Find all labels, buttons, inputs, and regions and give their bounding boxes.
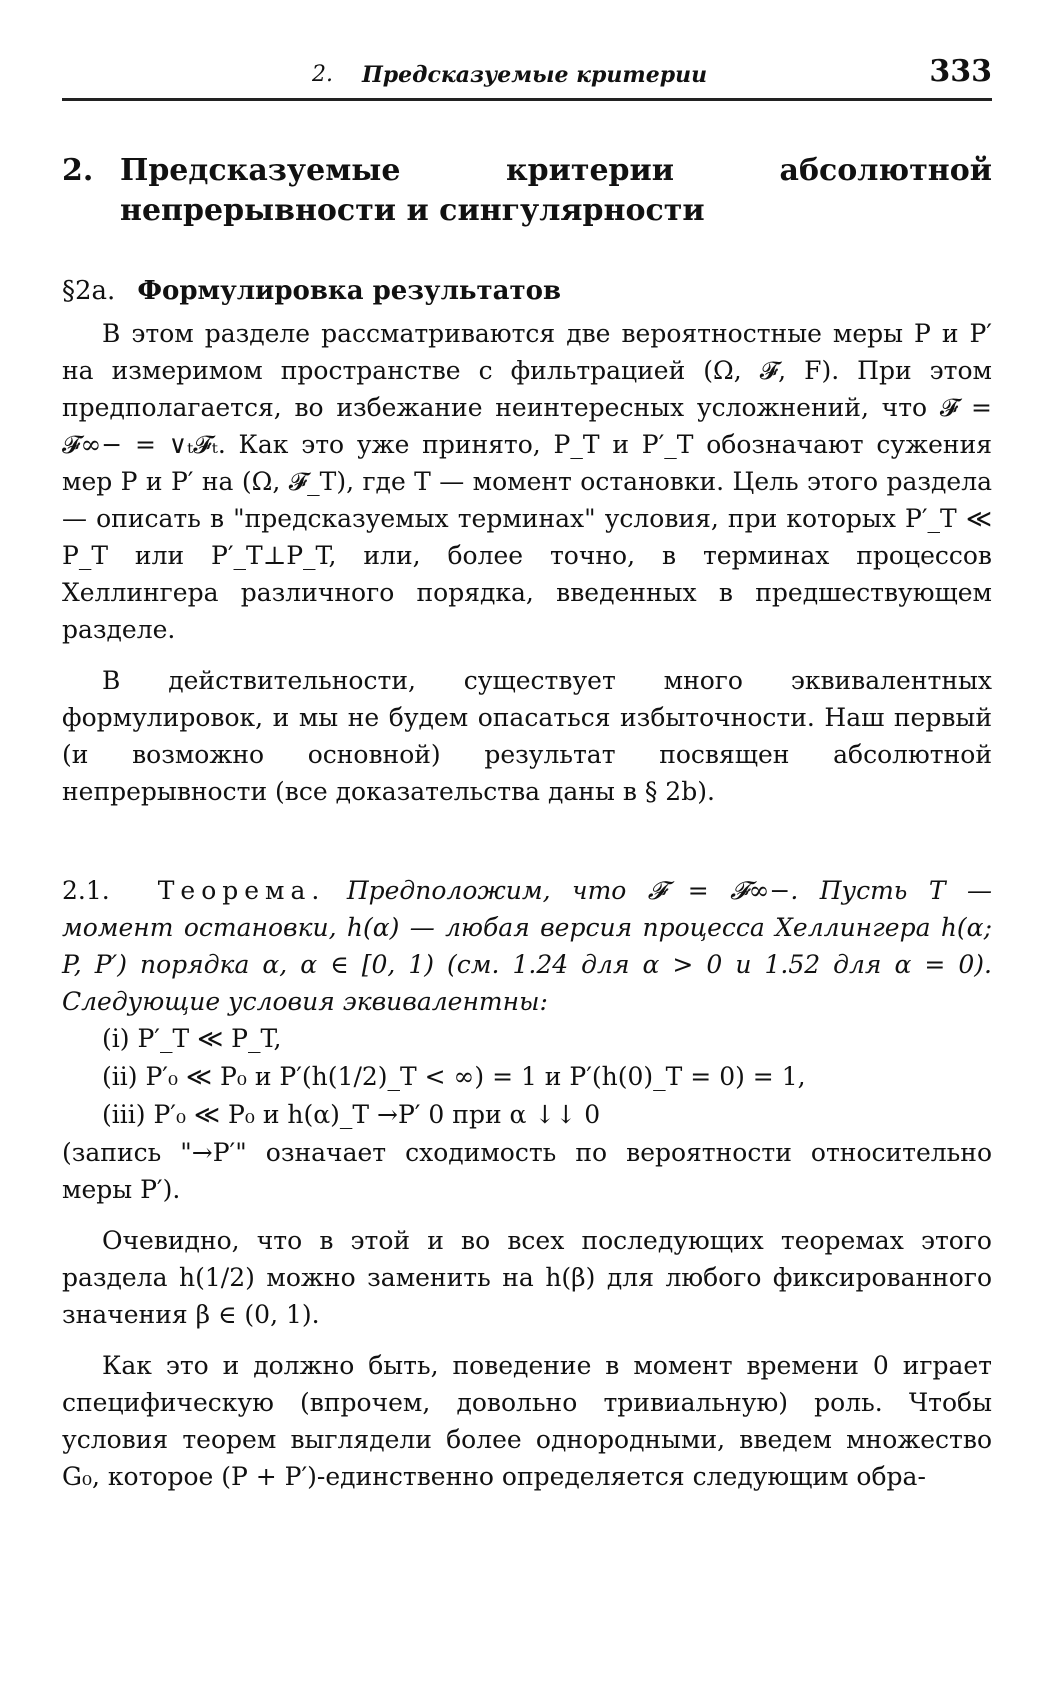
subsection-number: §2a. (62, 276, 116, 306)
page-number: 333 (929, 54, 992, 89)
page (62, 52, 992, 1495)
subsection-title: Формулировка результатов (137, 276, 562, 306)
theorem-condition-iii: (iii) P′₀ ≪ P₀ и h(α)_T →P′ 0 при α ↓↓ 0 (102, 1100, 601, 1129)
paragraph-remark: Очевидно, что в этой и во всех последующих теоремах этого раздела h(1/2) можно заменить на h(β) для любого фиксированного значения β ∈ (0, 1). (62, 1226, 992, 1329)
theorem-condition-ii: (ii) P′₀ ≪ P₀ и P′(h(1/2)_T < ∞) = 1 и P′(h(0)_T = 0) = 1, (102, 1062, 806, 1091)
running-head-section-number: 2. (312, 62, 333, 87)
theorem-condition-i: (i) P′_T ≪ P_T, (102, 1024, 282, 1053)
section-heading (62, 151, 992, 231)
theorem-statement (62, 872, 992, 1020)
running-head-title: Предсказуемые критерии (362, 62, 708, 88)
section-number: 2. (62, 153, 94, 188)
paragraph-notation: (запись "→P′" означает сходимость по вероятности относительно меры P′). (62, 1138, 992, 1204)
paragraph-intro: В этом разделе рассматриваются две вероятностные меры P и P′ на измеримом пространстве с фильтрацией (Ω, 𝓕, F). При этом предполагается, во избежание неинтересных усложнений, что 𝓕 = 𝓕∞− = ∨ₜ𝓕ₜ. Как это уже принято, P_T и P′_T обозначают сужения мер P и P′ на (Ω, 𝓕_T), где T — момент остановки. Цель этого раздела — описать в "предсказуемых терминах" условия, при которых P′_T ≪ P_T или P′_T⊥P_T, или, более точно, в терминах процессов Хеллингера различного порядка, введенных в предшествующем разделе. (62, 319, 992, 644)
section-title: Предсказуемые критерии абсолютной непрерывности и сингулярности (120, 153, 992, 228)
paragraph-time-zero: Как это и должно быть, поведение в момент времени 0 играет специфическую (впрочем, довольно тривиальную) роль. Чтобы условия теорем выглядели более однородными, введем множество G₀, которое (P + P′)-единственно определяется следующим обра- (62, 1351, 992, 1491)
subsection-heading (62, 273, 992, 309)
theorem-body: Предположим, что 𝓕 = 𝓕∞−. Пусть T — момент остановки, h(α) — любая версия процесса Хеллингера h(α; P, P′) порядка α, α ∈ [0, 1) (см. 1.24 для α > 0 и 1.52 для α = 0). Следующие условия эквивалентны: (62, 876, 992, 1016)
theorem-number: 2.1. (62, 876, 110, 905)
paragraph-formulations: В действительности, существует много эквивалентных формулировок, и мы не будем опасаться избыточности. Наш первый (и возможно основной) результат посвящен абсолютной непрерывности (все доказательства даны в § 2b). (62, 666, 992, 806)
theorem-name: Теорема. (157, 876, 326, 905)
header-rule (62, 98, 992, 101)
running-head (62, 52, 992, 92)
